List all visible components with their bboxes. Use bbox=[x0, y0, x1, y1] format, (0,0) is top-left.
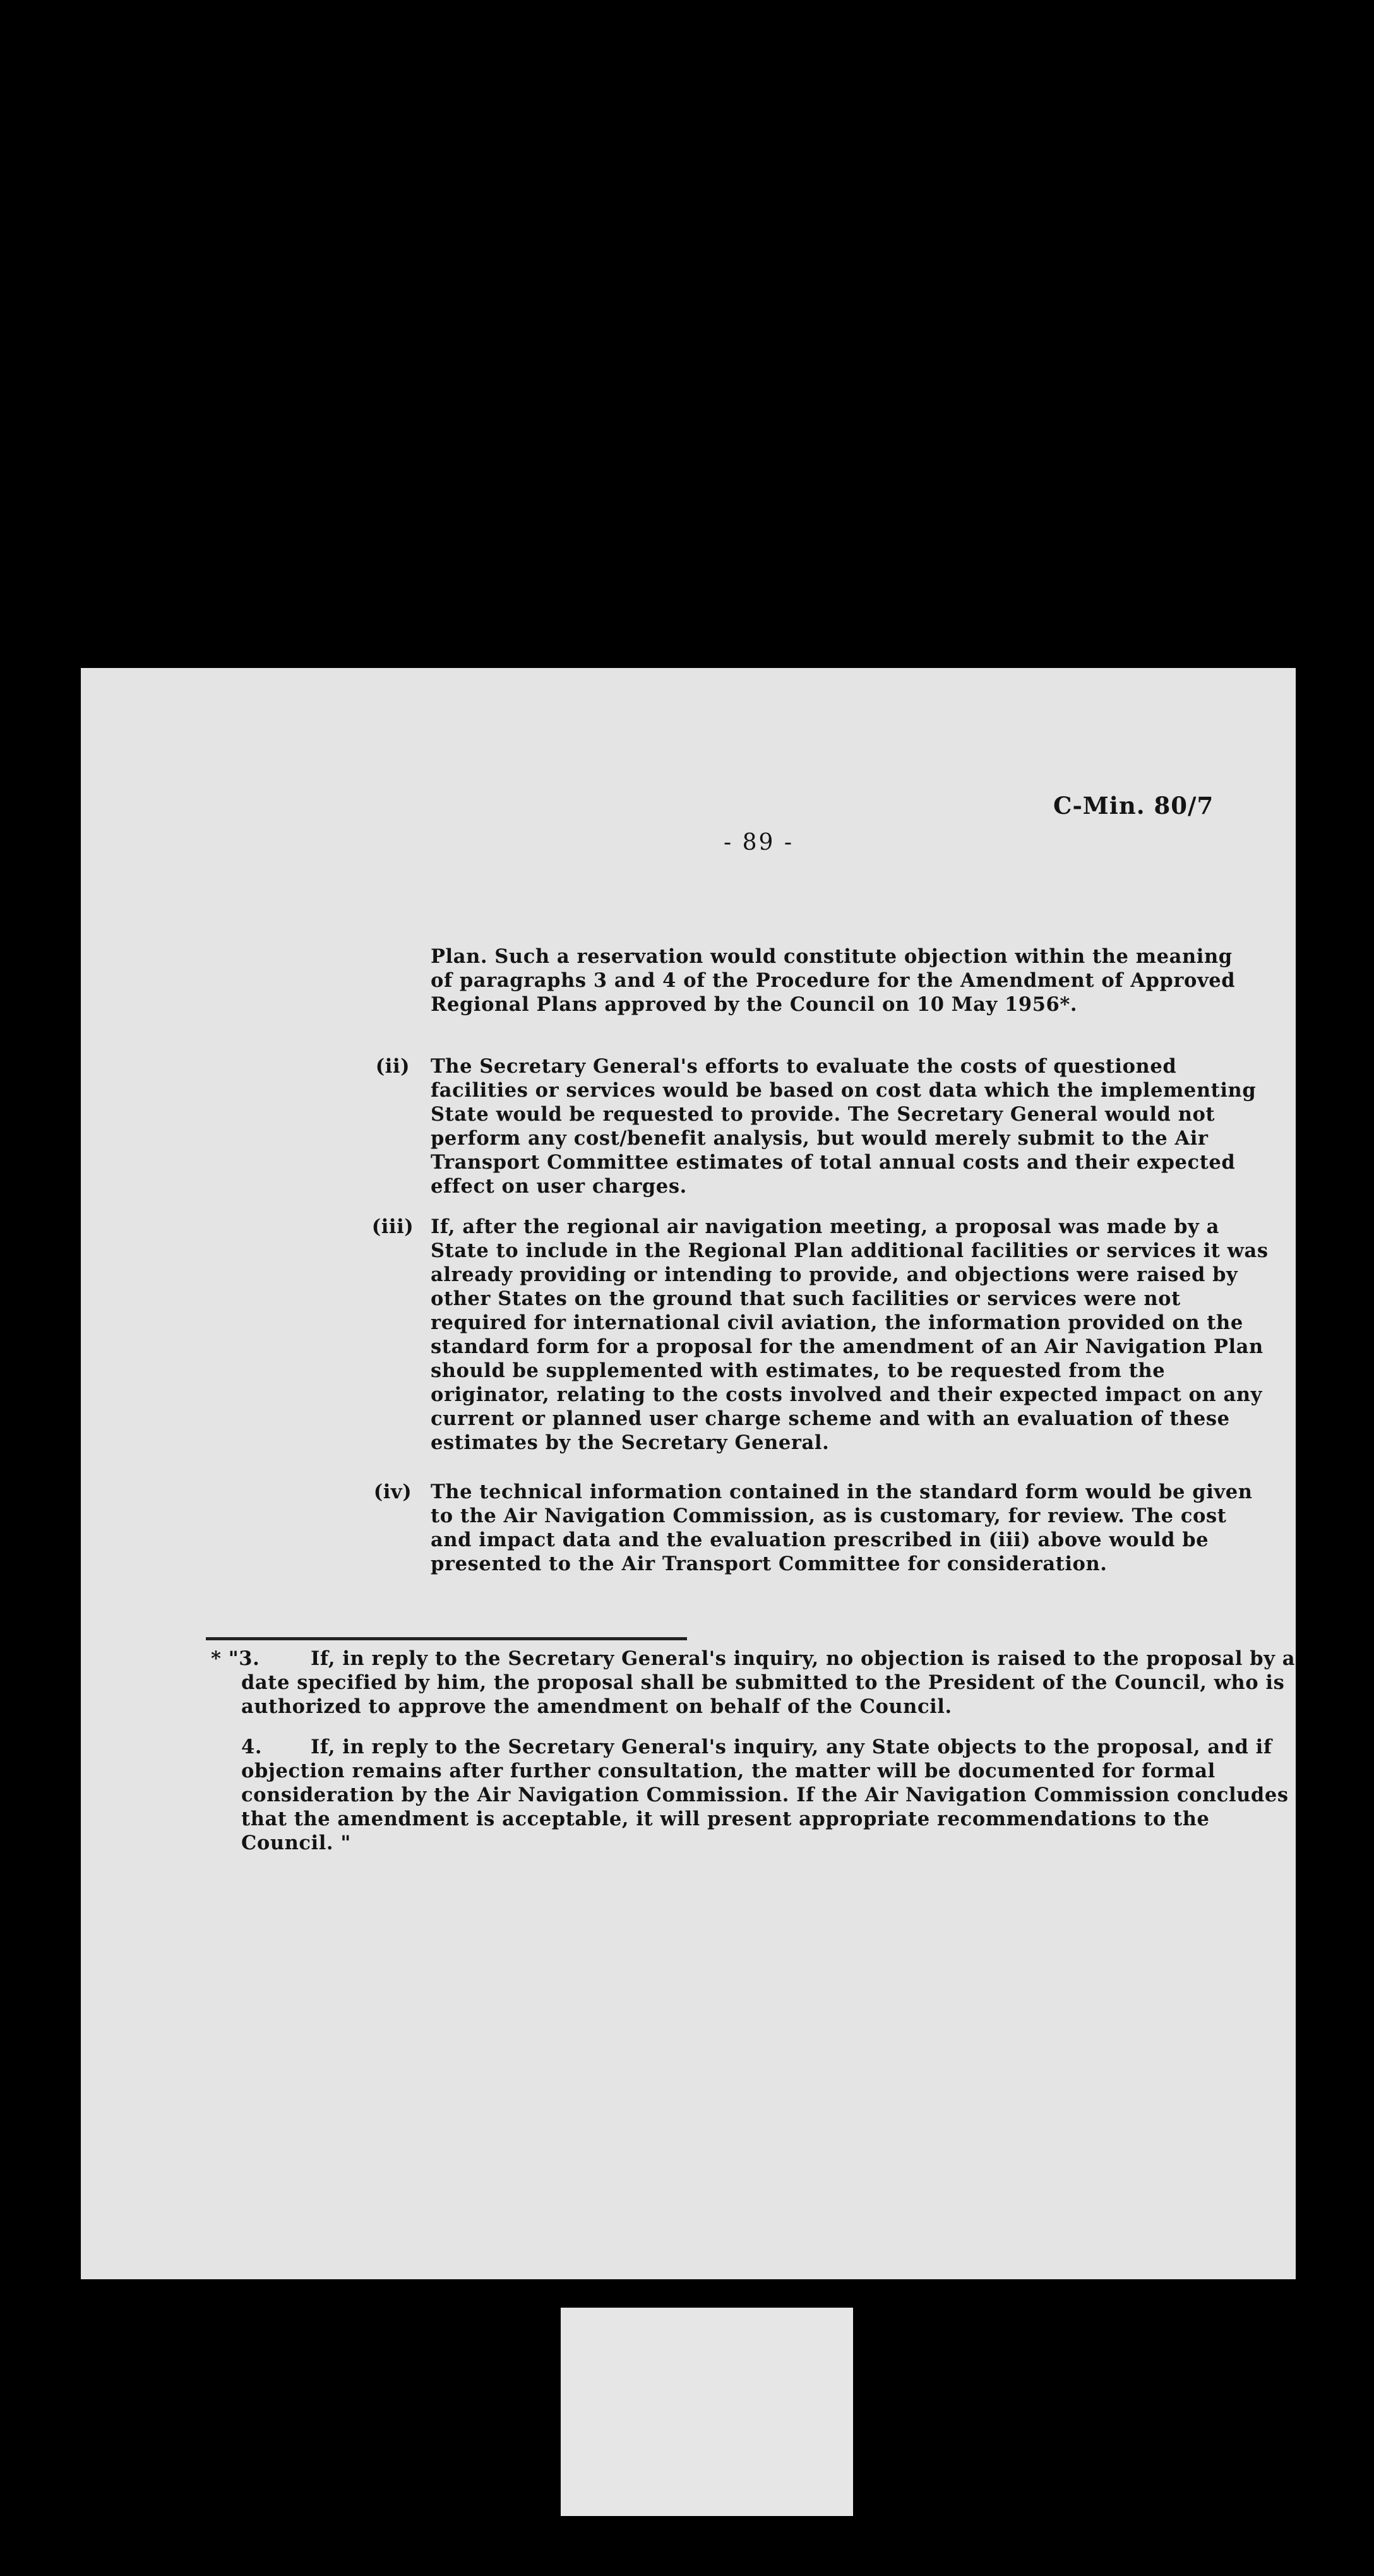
document-reference: C-Min. 80/7 bbox=[1053, 792, 1214, 820]
footnote-paragraph-3: If, in reply to the Secretary General's inquiry, no objection is raised to the proposal by a date specified by him, the proposal shall be submitted to the President of the Council, who is authorized to approve the amendment on behalf of the Council. bbox=[241, 1647, 1296, 1718]
footnote-divider bbox=[206, 1637, 687, 1640]
footnote-paragraph-4-text: If, in reply to the Secretary General's inquiry, any State objects to the proposal, and if objection remains after further consultation, the matter will be documented for formal consideration by the Air Navigation Commission. If the Air Navigation Commission concludes that the amendment is acceptable, it will present appropriate recommendations to the Council. " bbox=[241, 1736, 1289, 1854]
lead-paragraph: Plan. Such a reservation would constitute objection within the meaning of paragraphs 3 and 4 of the Procedure for the Amendment of Approved Regional Plans approved by the Council on 10 May 1956*. bbox=[431, 945, 1236, 1016]
item-text: The Secretary General's efforts to evaluate the costs of questioned facilities or services would be based on cost data which the implementing State would be requested to provide. The Secretary General would not perform any cost/benefit analysis, but would merely submit to the Air Transport Committee estimates of total annual costs and their expected effect on user charges. bbox=[431, 1055, 1257, 1198]
item-label: (ii) bbox=[375, 1055, 410, 1078]
document-page bbox=[81, 668, 1296, 2279]
footnote-paragraph-4-number: 4. bbox=[241, 1736, 263, 1758]
page-number: - 89 - bbox=[724, 830, 794, 856]
item-text: The technical information contained in the standard form would be given to the Air Navigation Commission, as is customary, for review. The cost and impact data and the evaluation prescribed in (iii) above would be presented to the Air Transport Committee for consideration. bbox=[431, 1481, 1253, 1575]
target-card bbox=[561, 2308, 853, 2516]
item-label: (iii) bbox=[371, 1215, 414, 1238]
item-text: If, after the regional air navigation meeting, a proposal was made by a State to include in the Regional Plan additional facilities or services it was already providing or intending to provide, and objections were raised by other States on the ground that such facilities or services were not required for international civil aviation, the information provided on the standard form for a proposal for the amendment of an Air Navigation Plan should be supplemented with estimates, to be requested from the originator, relating to the costs involved and their expected impact on any current or planned user charge scheme and with an evaluation of these estimates by the Secretary General. bbox=[431, 1215, 1269, 1454]
item-label: (iv) bbox=[373, 1481, 412, 1503]
footnote-paragraph-4 bbox=[241, 1735, 1308, 1855]
footnote-marker: * "3. bbox=[211, 1647, 260, 1670]
